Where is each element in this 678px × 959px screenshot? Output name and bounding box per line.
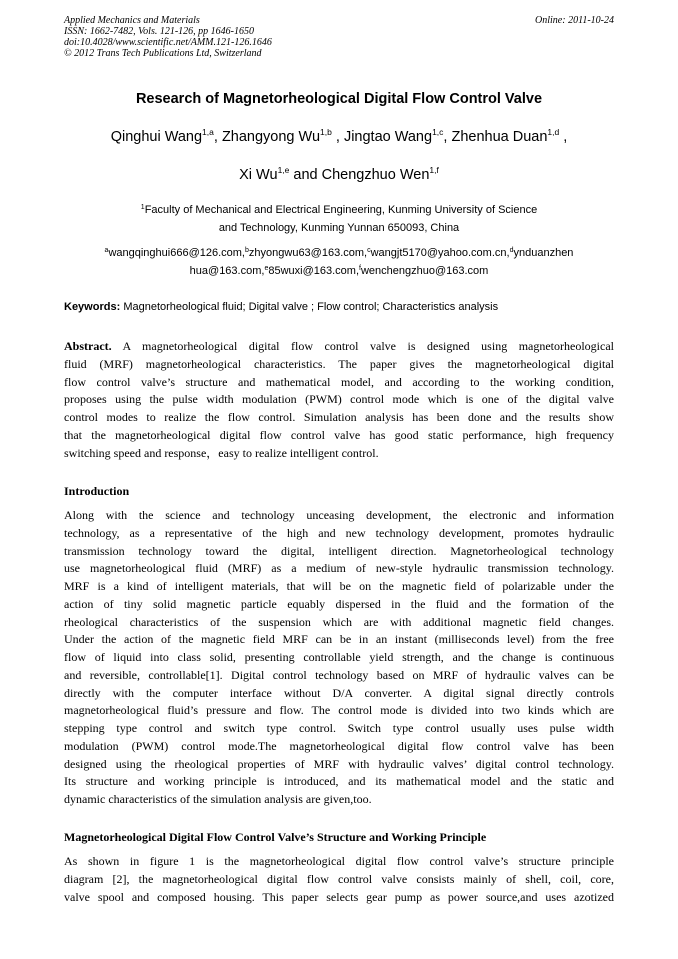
email-mark: c — [367, 247, 371, 254]
email: wangjt5170@yahoo.com.cn, — [370, 247, 510, 259]
author-affiliation-mark: 1,e — [277, 165, 290, 175]
email-mark: d — [509, 247, 514, 254]
author-name: Xi Wu — [239, 167, 278, 183]
body-line: use magnetorheological fluid (MRF) as a medium of new-style hydraulic transmission technology. — [64, 561, 614, 576]
doi-line: doi:10.4028/www.scientific.net/AMM.121-126.1646 — [64, 37, 272, 48]
body-line: As shown in figure 1 is the magnetorheological digital flow control valve’s structure principle — [64, 854, 614, 868]
author-separator: , — [559, 129, 568, 145]
body-line: valve spool and composed housing. This paper selects gear pump as power source,and uses azotized — [64, 889, 614, 904]
author-affiliation-mark: 1,f — [429, 165, 439, 175]
section-body — [64, 853, 614, 906]
email: ynduanzhen — [513, 247, 574, 259]
body-line: modulation (PWM) control mode.The magnetorheological digital flow control valve has been — [64, 738, 614, 753]
keywords-label: Keywords: — [64, 301, 121, 313]
body-line: transmission technology toward the digital, intelligent direction. Magnetorheological technology — [64, 543, 614, 558]
body-line: magnetorheological fluid’s pressure and flow. The control mode is divided into two kinds which are — [64, 703, 614, 718]
introduction-heading: Introduction — [64, 484, 130, 498]
abstract-line: that the magnetorheological digital flow control valve has good static performance, high frequency — [64, 427, 614, 442]
author-line-2 — [0, 167, 678, 183]
body-line: technology, as a representative of the high and new technology development, promotes hydraulic — [64, 525, 614, 540]
body-line: Its structure and working principle is introduced, and its mathematical model and the static and — [64, 774, 614, 789]
abstract-line: switching speed and response，easy to realize intelligent control. — [64, 445, 379, 460]
author-name: Zhenhua Duan — [451, 129, 548, 145]
author-conjunction: and — [289, 167, 322, 183]
body-line: Under the action of the magnetic field MRF can be in an instant (milliseconds level) from the free — [64, 632, 614, 647]
author-name: Jingtao Wang — [343, 129, 433, 145]
author-affiliation-mark: 1,d — [547, 127, 560, 137]
email-mark: e — [264, 264, 269, 272]
author-affiliation-mark: 1,b — [320, 127, 332, 137]
author-name: Zhangyong Wu — [221, 129, 321, 145]
email: 85wuxi@163.com, — [268, 264, 359, 277]
email: wangqinghui666@126.com, — [108, 247, 245, 259]
author-name: Chengzhuo Wen — [321, 167, 430, 183]
body-line: diagram [2], the magnetorheological digital flow control valve consists mainly of shell, coil, core, — [64, 871, 614, 886]
affiliation — [0, 202, 678, 237]
abstract-line: flow control valve’s structure and mathematical model, and according to the working condition, — [64, 374, 614, 389]
journal-name: Applied Mechanics and Materials — [64, 15, 200, 26]
abstract-line: control modes to realize the flow control. Simulation analysis has been done and the results show — [64, 410, 614, 424]
abstract-line: Abstract. A magnetorheological digital flow control valve is designed using magnetorheological — [64, 339, 614, 353]
email: hua@163.com, — [189, 264, 265, 277]
keywords-text: Magnetorheological fluid; Digital valve ; Flow control; Characteristics analysis — [123, 301, 499, 313]
keywords — [64, 301, 614, 313]
author-name: Qinghui Wang — [110, 129, 203, 145]
email-mark: f — [359, 264, 361, 272]
body-line: directly with the computer interface without D/A converter. A digital signal directly controls — [64, 685, 614, 700]
affiliation-mark: 1 — [140, 204, 145, 211]
email: wenchengzhuo@163.com — [360, 264, 489, 277]
affiliation-line-2: and Technology, Kunming Yunnan 650093, China — [218, 221, 460, 234]
email: zhyongwu63@163.com, — [248, 247, 368, 259]
section-heading: Magnetorheological Digital Flow Control Valve’s Structure and Working Principle — [64, 830, 487, 844]
copyright-line: © 2012 Trans Tech Publications Ltd, Switzerland — [64, 48, 262, 59]
body-line: flow of liquid into class solid, presenting controllable yield strength, and the change is continuous — [64, 650, 614, 664]
author-affiliation-mark: 1,a — [202, 127, 214, 137]
author-separator: , — [443, 129, 452, 145]
author-separator: , — [331, 129, 344, 145]
introduction-body — [64, 507, 614, 809]
abstract-line: fluid (MRF) magnetorheological characteristics. The paper gives the magnetorheological digital — [64, 356, 614, 371]
body-line: designed using the rheological properties of MRF with hydraulic valves’ digital control technology. — [64, 756, 614, 771]
abstract-line: proposes using the pulse width modulation (PWM) control mode which is one of the digital valve — [64, 392, 614, 407]
body-line: action of tiny solid magnetic particle equably dispersed in the fluid and the formation of the — [64, 596, 614, 611]
email-mark: b — [245, 247, 249, 254]
issn-line: ISSN: 1662-7482, Vols. 121-126, pp 1646-1650 — [64, 26, 254, 37]
body-line: MRF is a kind of intelligent materials, that will be on the magnetic field of polarizable under the — [64, 579, 614, 593]
paper-title: Research of Magnetorheological Digital Flow Control Valve — [135, 91, 543, 107]
body-line: Along with the science and technology unceasing development, the electronic and information — [64, 508, 614, 522]
abstract — [64, 338, 614, 462]
body-line: dynamic characteristics of the simulation analysis are given,too. — [64, 792, 372, 806]
online-date: Online: 2011-10-24 — [535, 15, 614, 26]
journal-header — [64, 15, 272, 59]
email-mark: a — [104, 247, 109, 254]
author-line-1 — [0, 129, 678, 145]
body-line: and reversible, controllable[1]. Digital control technology based on MRF of hydraulic valves can be — [64, 667, 614, 682]
body-line: rheological characteristics of the suspension which are with additional magnetic field changes. — [64, 614, 614, 629]
author-separator: , — [213, 129, 222, 145]
email-list — [0, 245, 678, 280]
affiliation-line-1: Faculty of Mechanical and Electrical Engineering, Kunming University of Science — [144, 204, 538, 216]
author-affiliation-mark: 1,c — [432, 127, 444, 137]
body-line: stepping type control and switch type control. Switch type control usually uses pulse width — [64, 721, 614, 735]
abstract-label: Abstract. — [64, 339, 112, 353]
